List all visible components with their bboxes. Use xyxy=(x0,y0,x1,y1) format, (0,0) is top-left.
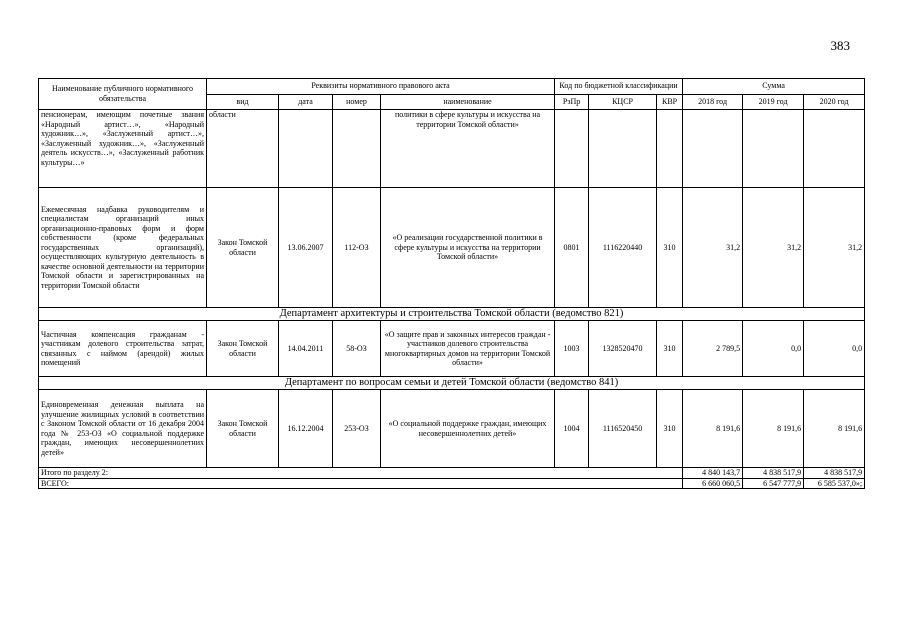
header-act-requisites: Реквизиты нормативного правового акта xyxy=(207,79,555,95)
header-row-top xyxy=(39,79,865,95)
act-vid-cell: Закон Томской области xyxy=(207,390,279,468)
header-rzpr: РзПр xyxy=(555,94,589,110)
rzpr-cell: 1004 xyxy=(555,390,589,468)
header-2018: 2018 год xyxy=(683,94,743,110)
kcsr-cell xyxy=(589,110,657,188)
act-date-cell: 13.06.2007 xyxy=(279,188,333,308)
grand-total-2018: 6 660 060,5 xyxy=(683,478,743,489)
act-date-cell: 14.04.2011 xyxy=(279,321,333,377)
grand-total-row xyxy=(39,478,865,489)
section-total-label: Итого по разделу 2: xyxy=(39,468,683,479)
kcsr-cell: 1328520470 xyxy=(589,321,657,377)
act-vid-cell: области xyxy=(207,110,279,188)
department-row xyxy=(39,377,865,390)
act-name-cell: «О защите прав и законных интересов граждан - участников долевого строительства многоквартирных домов на территории Томской области» xyxy=(381,321,555,377)
act-number-cell: 253-ОЗ xyxy=(333,390,381,468)
act-date-cell xyxy=(279,110,333,188)
rzpr-cell: 0801 xyxy=(555,188,589,308)
header-budget-code: Код по бюджетной классификации xyxy=(555,79,683,95)
page-number: 383 xyxy=(830,38,850,53)
header-obligation-name: Наименование публичного нормативного обязательства xyxy=(39,79,207,110)
header-kvr: КВР xyxy=(657,94,683,110)
act-number-cell: 58-ОЗ xyxy=(333,321,381,377)
kvr-cell: 310 xyxy=(657,390,683,468)
department-row xyxy=(39,308,865,321)
kcsr-cell: 1116220440 xyxy=(589,188,657,308)
header-kcsr: КЦСР xyxy=(589,94,657,110)
sum-2019-cell: 8 191,6 xyxy=(743,390,804,468)
sum-2020-cell: 0,0 xyxy=(804,321,865,377)
sum-2018-cell: 2 789,5 xyxy=(683,321,743,377)
kvr-cell: 310 xyxy=(657,321,683,377)
obligation-cell: Частичная компенсация гражданам - участникам долевого строительства затрат, связанных с наймом (арендой) жилых помещений xyxy=(39,321,207,377)
act-name-cell: политики в сфере культуры и искусства на территории Томской области» xyxy=(381,110,555,188)
department-title: Департамент архитектуры и строительства Томской области (ведомство 821) xyxy=(39,308,865,321)
header-nomer: номер xyxy=(333,94,381,110)
department-title: Департамент по вопросам семьи и детей Томской области (ведомство 841) xyxy=(39,377,865,390)
act-name-cell: «О реализации государственной политики в сфере культуры и искусства на территории Томской области» xyxy=(381,188,555,308)
sum-2018-cell: 31,2 xyxy=(683,188,743,308)
kvr-cell: 310 xyxy=(657,188,683,308)
section-total-2019: 4 838 517,9 xyxy=(743,468,804,479)
obligation-cell: Единовременная денежная выплата на улучшение жилищных условий в соответствии с Законом Томской области от 16 декабря 2004 года № 253-ОЗ «О социальной поддержке граждан, имеющих несовершеннолетних детей» xyxy=(39,390,207,468)
sum-2020-cell: 31,2 xyxy=(804,188,865,308)
act-number-cell: 112-ОЗ xyxy=(333,188,381,308)
budget-obligations-table xyxy=(38,78,865,489)
act-vid-cell: Закон Томской области xyxy=(207,188,279,308)
section-total-2018: 4 840 143,7 xyxy=(683,468,743,479)
sum-2019-cell: 31,2 xyxy=(743,188,804,308)
grand-total-2019: 6 547 777,9 xyxy=(743,478,804,489)
kcsr-cell: 1116520450 xyxy=(589,390,657,468)
table-row xyxy=(39,188,865,308)
header-data: дата xyxy=(279,94,333,110)
sum-2020-cell xyxy=(804,110,865,188)
header-sum: Сумма xyxy=(683,79,865,95)
sum-2020-cell: 8 191,6 xyxy=(804,390,865,468)
grand-total-label: ВСЕГО: xyxy=(39,478,683,489)
grand-total-2020: 6 585 537,0»; xyxy=(804,478,865,489)
obligation-cell: Ежемесячная надбавка руководителям и специалистам организаций иных организационно-правовых форм и форм собственности (кроме федеральных государственных организаций), осуществляющих культурную деятельность в качестве основной деятельности на территории Томской области и зарегистрированных на территории Томской области xyxy=(39,188,207,308)
header-2019: 2019 год xyxy=(743,94,804,110)
sum-2019-cell: 0,0 xyxy=(743,321,804,377)
act-date-cell: 16.12.2004 xyxy=(279,390,333,468)
header-naimenovanie: наименование xyxy=(381,94,555,110)
sum-2018-cell: 8 191,6 xyxy=(683,390,743,468)
header-vid: вид xyxy=(207,94,279,110)
rzpr-cell xyxy=(555,110,589,188)
sum-2019-cell xyxy=(743,110,804,188)
table-row xyxy=(39,390,865,468)
act-vid-cell: Закон Томской области xyxy=(207,321,279,377)
table-row xyxy=(39,110,865,188)
obligation-cell: пенсионерам, имеющим почетные звания «Народный артист…», «Народный художник…», «Заслуженный артист…», «Заслуженный художник…», «Заслуженный деятель искусств…», «Заслуженный работник культуры…» xyxy=(39,110,207,188)
section-total-2020: 4 838 517,9 xyxy=(804,468,865,479)
section-total-row xyxy=(39,468,865,479)
table-row xyxy=(39,321,865,377)
act-number-cell xyxy=(333,110,381,188)
sum-2018-cell xyxy=(683,110,743,188)
rzpr-cell: 1003 xyxy=(555,321,589,377)
act-name-cell: «О социальной поддержке граждан, имеющих несовершеннолетних детей» xyxy=(381,390,555,468)
header-2020: 2020 год xyxy=(804,94,865,110)
kvr-cell xyxy=(657,110,683,188)
